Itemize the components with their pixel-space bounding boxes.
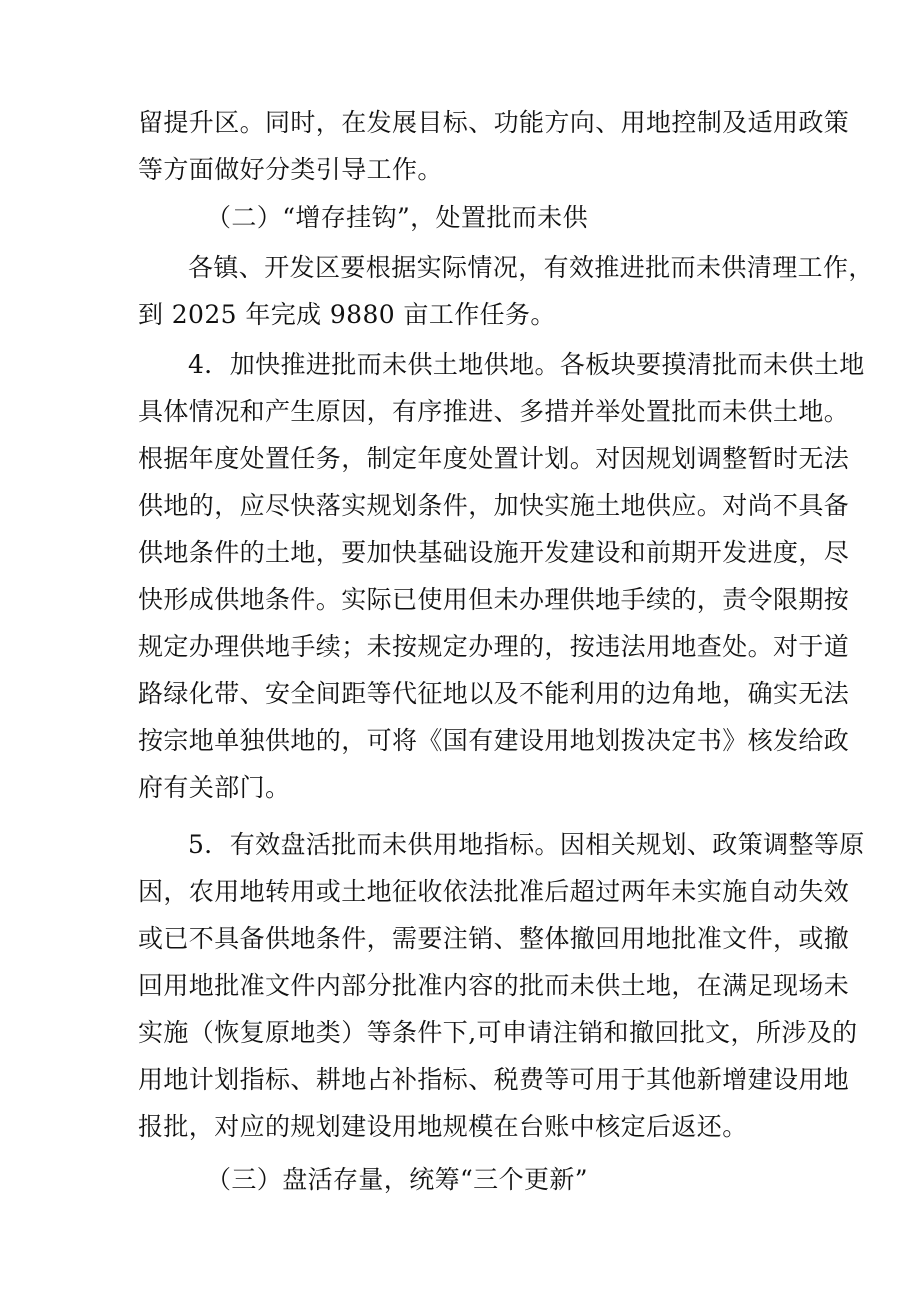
section-heading: （三）盘活存量，统筹“三个更新” — [206, 1165, 588, 1194]
paragraph-line: 到 2025 年完成 9880 亩工作任务。 — [138, 300, 556, 329]
paragraph-line: 具体情况和产生原因，有序推进、多措并举处置批而未供土地。 — [138, 397, 850, 426]
paragraph-line: 路绿化带、安全间距等代征地以及不能利用的边角地，确实无法 — [138, 679, 850, 708]
paragraph-line: 回用地批准文件内部分批准内容的批而未供土地，在满足现场未 — [138, 971, 850, 1000]
paragraph-line: 供地条件的土地，要加快基础设施开发建设和前期开发进度，尽 — [138, 538, 850, 567]
item-heading: 5．有效盘活批而未供用地指标。因相关规划、政策调整等原 — [188, 830, 865, 859]
item-heading: 4．加快推进批而未供土地供地。各板块要摸清批而未供土地 — [188, 350, 865, 379]
paragraph-line: 或已不具备供地条件，需要注销、整体撤回用地批准文件，或撤 — [138, 924, 850, 953]
paragraph-line: 供地的，应尽快落实规划条件，加快实施土地供应。对尚不具备 — [138, 491, 850, 520]
paragraph-line: 规定办理供地手续；未按规定办理的，按违法用地查处。对于道 — [138, 632, 850, 661]
paragraph-line: 按宗地单独供地的，可将《国有建设用地划拨决定书》核发给政 — [138, 726, 850, 755]
paragraph-line: 快形成供地条件。实际已使用但未办理供地手续的，责令限期按 — [138, 585, 850, 614]
paragraph-line: 留提升区。同时，在发展目标、功能方向、用地控制及适用政策 — [138, 108, 850, 137]
section-heading: （二）“增存挂钩”，处置批而未供 — [206, 203, 588, 232]
paragraph-line: 府有关部门。 — [138, 773, 291, 802]
paragraph-line: 等方面做好分类引导工作。 — [138, 155, 443, 184]
paragraph-line: 根据年度处置任务，制定年度处置计划。对因规划调整暂时无法 — [138, 444, 850, 473]
paragraph-line: 报批，对应的规划建设用地规模在台账中核定后返还。 — [138, 1112, 748, 1141]
paragraph-line: 实施（恢复原地类）等条件下,可申请注销和撤回批文，所涉及的 — [138, 1018, 858, 1047]
paragraph-line: 各镇、开发区要根据实际情况，有效推进批而未供清理工作， — [188, 253, 874, 282]
paragraph-line: 用地计划指标、耕地占补指标、税费等可用于其他新增建设用地 — [138, 1065, 850, 1094]
paragraph-line: 因，农用地转用或土地征收依法批准后超过两年未实施自动失效 — [138, 877, 850, 906]
